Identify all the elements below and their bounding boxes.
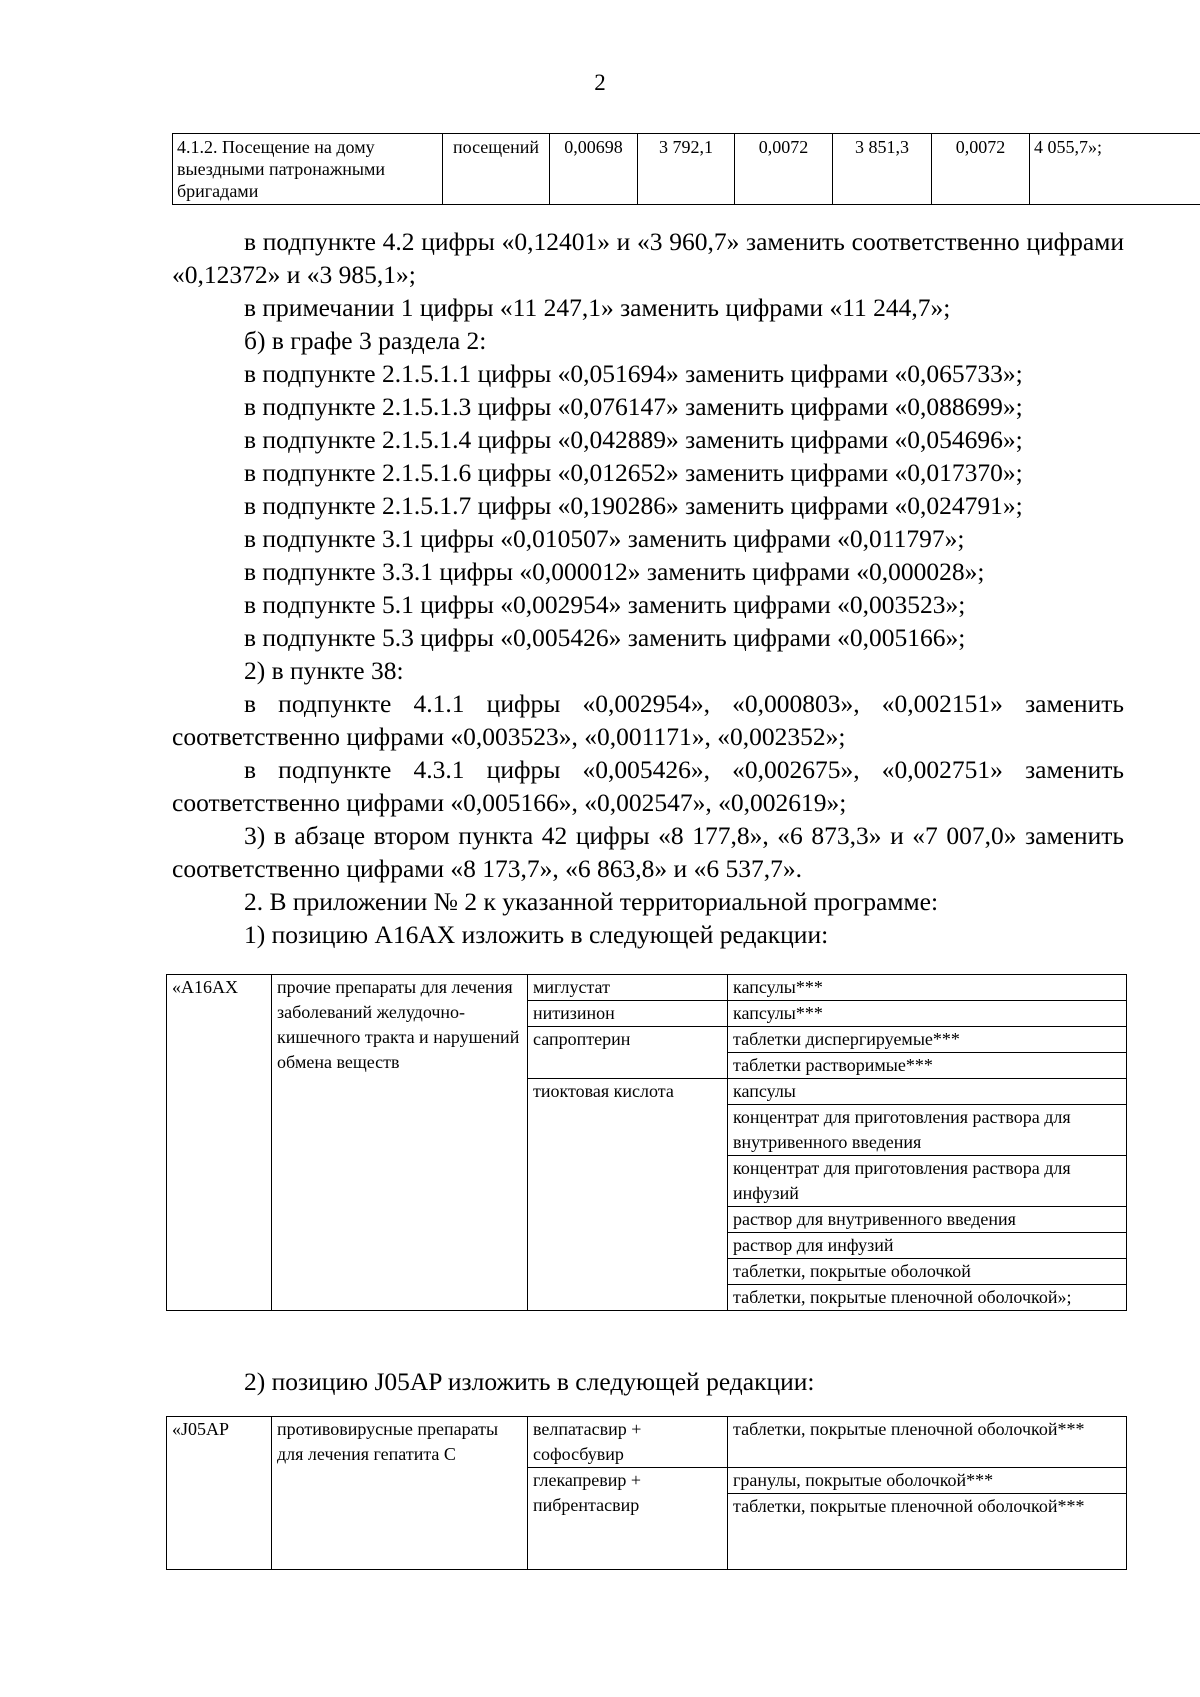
atc-group: противовирусные препараты для лечения гепатита С <box>272 1417 528 1570</box>
dosage-form: таблетки растворимые*** <box>728 1053 1127 1079</box>
paragraph: в подпункте 5.1 цифры «0,002954» заменить цифрами «0,003523»; <box>244 590 966 619</box>
amendment-text <box>172 225 1124 951</box>
paragraph: в примечании 1 цифры «11 247,1» заменить цифрами «11 244,7»; <box>244 293 951 322</box>
paragraph-j05ap: 2) позицию J05AP изложить в следующей редакции: <box>244 1367 815 1396</box>
top-table <box>172 133 1200 205</box>
dosage-form: концентрат для приготовления раствора для внутривенного введения <box>728 1105 1127 1156</box>
table-row <box>173 134 1200 205</box>
table-cell-value: 3 851,3 <box>833 134 932 205</box>
paragraph: в подпункте 2.1.5.1.4 цифры «0,042889» заменить цифрами «0,054696»; <box>244 425 1023 454</box>
paragraph: в подпункте 2.1.5.1.6 цифры «0,012652» заменить цифрами «0,017370»; <box>244 458 1023 487</box>
paragraph: 1) позицию A16AX изложить в следующей редакции: <box>244 920 829 949</box>
drug-name: глекапревир + пибрентасвир <box>528 1468 728 1570</box>
drug-table-j05ap <box>166 1416 1127 1570</box>
dosage-form: раствор для внутривенного введения <box>728 1207 1127 1233</box>
table-cell-value: 0,0072 <box>932 134 1030 205</box>
atc-code: «J05AP <box>167 1417 272 1570</box>
dosage-form: таблетки, покрытые пленочной оболочкой»; <box>728 1285 1127 1311</box>
dosage-form: гранулы, покрытые оболочкой*** <box>728 1468 1127 1494</box>
dosage-form: концентрат для приготовления раствора для инфузий <box>728 1156 1127 1207</box>
drug-name: велпатасвир + софосбувир <box>528 1417 728 1468</box>
table-row <box>167 1417 1127 1468</box>
dosage-form: таблетки, покрытые пленочной оболочкой*** <box>728 1417 1127 1468</box>
drug-name: нитизинон <box>528 1001 728 1027</box>
dosage-form: капсулы <box>728 1079 1127 1105</box>
atc-group: прочие препараты для лечения заболеваний желудочно-кишечного тракта и нарушений обмена веществ <box>272 975 528 1311</box>
dosage-form: таблетки, покрытые оболочкой <box>728 1259 1127 1285</box>
table-cell-value: 3 792,1 <box>638 134 735 205</box>
table-cell-unit: посещений <box>443 134 550 205</box>
dosage-form: капсулы*** <box>728 975 1127 1001</box>
paragraph: в подпункте 2.1.5.1.7 цифры «0,190286» заменить цифрами «0,024791»; <box>244 491 1023 520</box>
paragraph: 2. В приложении № 2 к указанной территориальной программе: <box>244 887 939 916</box>
drug-table-a16ax <box>166 974 1127 1311</box>
table-cell-value: 0,00698 <box>550 134 638 205</box>
atc-code: «A16AX <box>167 975 272 1311</box>
dosage-form: капсулы*** <box>728 1001 1127 1027</box>
table-cell-value: 4 055,7»; <box>1030 134 1200 205</box>
drug-name: тиоктовая кислота <box>528 1079 728 1311</box>
drug-name: миглустат <box>528 975 728 1001</box>
table-cell-name: 4.1.2. Посещение на дому выездными патронажными бригадами <box>173 134 443 205</box>
paragraph: в подпункте 3.3.1 цифры «0,000012» заменить цифрами «0,000028»; <box>244 557 985 586</box>
paragraph: в подпункте 5.3 цифры «0,005426» заменить цифрами «0,005166»; <box>244 623 966 652</box>
paragraph: 2) в пункте 38: <box>244 656 404 685</box>
drug-name: сапроптерин <box>528 1027 728 1079</box>
paragraph: 3) в абзаце втором пункта 42 цифры «8 177,8», «6 873,3» и «7 007,0» заменить соответственно цифрами «8 173,7», «6 863,8» и «6 537,7». <box>172 821 1124 883</box>
table-cell-value: 0,0072 <box>735 134 833 205</box>
paragraph: в подпункте 2.1.5.1.3 цифры «0,076147» заменить цифрами «0,088699»; <box>244 392 1023 421</box>
paragraph: в подпункте 3.1 цифры «0,010507» заменить цифрами «0,011797»; <box>244 524 965 553</box>
paragraph: в подпункте 4.1.1 цифры «0,002954», «0,000803», «0,002151» заменить соответственно цифрами «0,003523», «0,001171», «0,002352»; <box>172 689 1124 751</box>
paragraph: в подпункте 4.2 цифры «0,12401» и «3 960,7» заменить соответственно цифрами «0,12372» и «3 985,1»; <box>172 227 1124 289</box>
page-number: 2 <box>594 70 606 95</box>
dosage-form: таблетки, покрытые пленочной оболочкой*** <box>728 1494 1127 1570</box>
paragraph: в подпункте 4.3.1 цифры «0,005426», «0,002675», «0,002751» заменить соответственно цифрами «0,005166», «0,002547», «0,002619»; <box>172 755 1124 817</box>
dosage-form: таблетки диспергируемые*** <box>728 1027 1127 1053</box>
table-row <box>167 975 1127 1001</box>
paragraph: б) в графе 3 раздела 2: <box>244 326 487 355</box>
paragraph: в подпункте 2.1.5.1.1 цифры «0,051694» заменить цифрами «0,065733»; <box>244 359 1023 388</box>
dosage-form: раствор для инфузий <box>728 1233 1127 1259</box>
